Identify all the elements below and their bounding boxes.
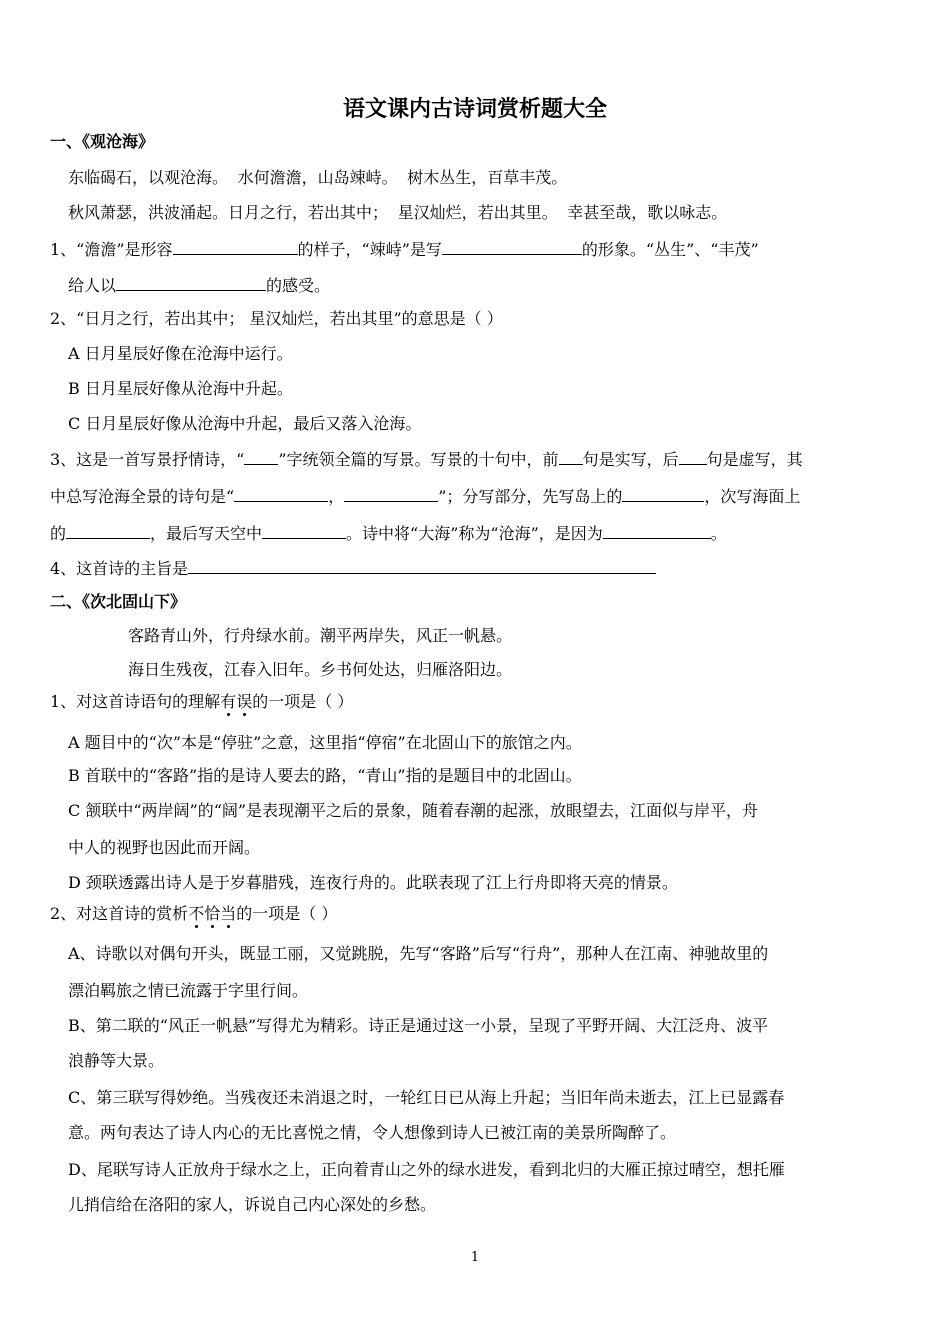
emphasis-char: 误 — [236, 692, 253, 711]
question-text: 中总写沧海全景的诗句是“ — [50, 487, 235, 506]
answer-blank[interactable] — [262, 520, 346, 539]
question-line — [50, 520, 727, 546]
poem-line: 客路青山外，行舟绿水前。潮平两岸失，风正一帆悬。 — [128, 626, 513, 645]
question-text: 的一项是（ ） — [236, 904, 338, 923]
question-text: ，次写海面上 — [704, 487, 801, 506]
question-text: 1、对这首诗语句的理解 — [50, 692, 221, 711]
option-line: D 颈联透露出诗人是于岁暮腊残，连夜行舟的。此联表现了江上行舟即将天亮的情景。 — [68, 873, 678, 892]
emphasis-char: 恰 — [204, 904, 221, 923]
question-line — [68, 272, 330, 298]
answer-blank[interactable] — [116, 272, 266, 291]
answer-blank[interactable] — [622, 483, 704, 502]
option-line: C 颔联中“两岸阔”的“阔”是表现潮平之后的景象，随着春潮的起涨，放眼望去，江面似与岸平，舟 — [68, 801, 759, 820]
question-text: 3、这是一首写景抒情诗，“ — [50, 450, 245, 469]
question-line: 2、“日月之行，若出其中； 星汉灿烂，若出其里”的意思是（ ） — [50, 309, 503, 328]
question-text: 的 — [50, 524, 67, 543]
answer-blank[interactable] — [344, 483, 438, 502]
question-text: 4、这首诗的主旨是 — [50, 559, 189, 578]
emphasis-char: 当 — [220, 904, 237, 923]
question-text: 。诗中将“大海”称为“沧海”，是因为 — [346, 524, 603, 543]
question-line — [50, 483, 800, 509]
option-line: B 首联中的“客路”指的是诗人要去的路，“青山”指的是题目中的北固山。 — [68, 766, 582, 785]
answer-blank[interactable] — [188, 555, 656, 574]
question-line — [50, 236, 759, 262]
question-line — [50, 446, 803, 472]
poem-line: 秋风萧瑟，洪波涌起。日月之行，若出其中； 星汉灿烂，若出其里。 幸甚至哉，歌以咏志。 — [68, 203, 728, 222]
option-line: A 日月星辰好像在沧海中运行。 — [68, 344, 293, 363]
option-line: C、第三联写得妙绝。当残夜还未消退之时，一轮红日已从海上升起；当旧年尚未逝去，江上已显露春 — [68, 1088, 785, 1107]
section-heading-ci-bei-gu-shan-xia: 二、《次北固山下》 — [50, 592, 187, 611]
option-line: B 日月星辰好像从沧海中升起。 — [68, 379, 293, 398]
option-line: 中人的视野也因此而开阔。 — [68, 838, 261, 857]
question-text: ”字统领全篇的写景。写景的十句中，前 — [278, 450, 559, 469]
question-text: 的样子，“竦峙”是写 — [297, 240, 442, 259]
option-line: D、尾联写诗人正放舟于绿水之上，正向着青山之外的绿水进发，看到北归的大雁正掠过晴空，想托雁 — [68, 1160, 785, 1179]
question-line — [50, 690, 353, 714]
question-text: 的形象。“丛生”、“丰茂” — [581, 240, 759, 259]
question-line — [50, 902, 337, 926]
question-text: ，最后写天空中 — [150, 524, 263, 543]
answer-blank[interactable] — [559, 446, 583, 465]
answer-blank[interactable] — [66, 520, 150, 539]
question-text: ”；分写部分，先写岛上的 — [438, 487, 623, 506]
option-line: A 题目中的“次”本是“停驻”之意，这里指“停宿”在北固山下的旅馆之内。 — [68, 733, 582, 752]
option-line: 儿捎信给在洛阳的家人，诉说自己内心深处的乡愁。 — [68, 1195, 437, 1214]
option-line: 意。两句表达了诗人内心的无比喜悦之情，令人想像到诗人已被江南的美景所陶醉了。 — [68, 1123, 677, 1142]
poem-line: 东临碣石，以观沧海。 水何澹澹，山岛竦峙。 树木丛生，百草丰茂。 — [68, 168, 568, 187]
answer-blank[interactable] — [603, 520, 711, 539]
question-text: 1、“澹澹”是形容 — [50, 240, 173, 259]
page-number: 1 — [470, 1250, 480, 1265]
question-text: 的一项是（ ） — [252, 692, 354, 711]
answer-blank[interactable] — [234, 483, 328, 502]
section-heading-guan-cang-hai: 一、《观沧海》 — [50, 132, 155, 151]
emphasis-char: 不 — [188, 904, 205, 923]
question-text: 句是实写，后 — [582, 450, 679, 469]
option-line: 漂泊羁旅之情已流露于字里行间。 — [68, 981, 309, 1000]
option-line: C 日月星辰好像从沧海中升起，最后又落入沧海。 — [68, 414, 422, 433]
poem-line: 海日生残夜，江春入旧年。乡书何处达，归雁洛阳边。 — [128, 660, 513, 679]
answer-blank[interactable] — [244, 446, 278, 465]
question-text: 句是虚写，其 — [706, 450, 803, 469]
question-line — [50, 555, 656, 581]
option-line: A、诗歌以对偶句开头，既显工丽，又觉跳脱，先写“客路”后写“行舟”，那种人在江南、神驰故里的 — [68, 944, 769, 963]
question-text: 给人以 — [68, 276, 117, 295]
answer-blank[interactable] — [679, 446, 707, 465]
question-text: 。 — [710, 524, 727, 543]
option-line: 浪静等大景。 — [68, 1051, 165, 1070]
option-line: B、第二联的“风正一帆悬”写得尤为精彩。诗正是通过这一小景，呈现了平野开阔、大江泛舟、波平 — [68, 1016, 769, 1035]
document-title: 语文课内古诗词赏析题大全 — [342, 97, 607, 122]
emphasis-char: 有 — [220, 692, 237, 711]
question-text: 的感受。 — [266, 276, 331, 295]
question-text: ， — [328, 487, 345, 506]
answer-blank[interactable] — [173, 236, 298, 255]
question-text: 2、对这首诗的赏析 — [50, 904, 189, 923]
answer-blank[interactable] — [442, 236, 582, 255]
